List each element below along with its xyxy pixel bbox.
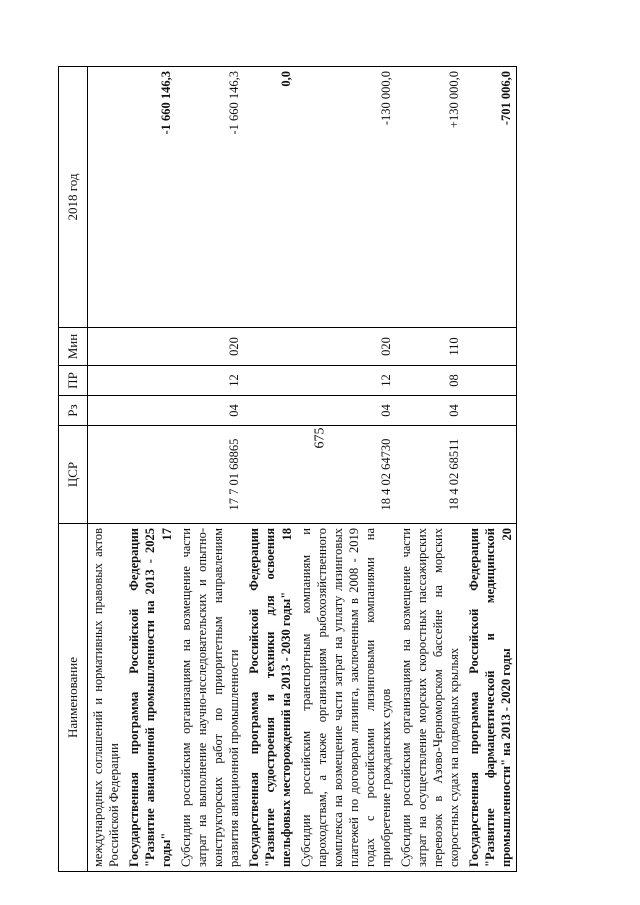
table-row: [88, 67, 125, 872]
row-pr: 12: [296, 366, 396, 396]
row-name: [176, 524, 244, 872]
page-number: 675: [312, 427, 327, 449]
row-name: [396, 524, 464, 872]
row-csr: [124, 426, 176, 524]
row-rz: [88, 396, 125, 426]
table-row: [464, 67, 517, 872]
row-name: [88, 524, 125, 872]
header-pr: ПР: [59, 366, 88, 396]
row-name-text: Субсидии российским организациям на возмещение части затрат на осуществление морских скоростных пассажирских перевозок в Азово-Черноморском бассейне на морских скоростных судах на подводных крыльях: [399, 528, 461, 867]
row-name-text: международных соглашений и нормативных правовых актов Российской Федерации: [91, 528, 121, 867]
row-name: [296, 524, 396, 872]
row-marker: 18: [280, 528, 294, 541]
row-amount: -701 006,0: [464, 67, 517, 328]
header-rz: Рз: [59, 396, 88, 426]
budget-table: [58, 66, 517, 872]
table-row: [396, 67, 464, 872]
row-pr: [244, 366, 296, 396]
row-amount: 0,0: [244, 67, 296, 328]
row-name: [244, 524, 296, 872]
row-min: 020: [296, 328, 396, 366]
table-row: [296, 67, 396, 872]
row-name: [464, 524, 517, 872]
header-name: Наименование: [59, 524, 88, 872]
row-amount: [88, 67, 125, 328]
header-min: Мин: [59, 328, 88, 366]
table-body: [88, 67, 517, 872]
row-marker: 20: [500, 528, 514, 541]
row-min: 110: [396, 328, 464, 366]
row-pr: 12: [176, 366, 244, 396]
row-name-text: Государственная программа Российской Федерации "Развитие фармацевтической и медицинской промышленности" на 2013 - 2020 годы: [467, 528, 513, 867]
header-row: [59, 67, 88, 872]
row-pr: [88, 366, 125, 396]
header-year: 2018 год: [59, 67, 88, 328]
row-pr: [464, 366, 517, 396]
row-pr: 08: [396, 366, 464, 396]
row-rz: 04: [176, 396, 244, 426]
row-rz: [464, 396, 517, 426]
row-rz: [244, 396, 296, 426]
header-csr: ЦСР: [59, 426, 88, 524]
table-row: [244, 67, 296, 872]
row-min: [88, 328, 125, 366]
row-amount: -130 000,0: [296, 67, 396, 328]
row-rz: 04: [396, 396, 464, 426]
row-name-text: Субсидии российским организациям на возмещение части затрат на выполнение научно-исследовательских и опытно-конструкторских работ по приоритетным направлениям развития авиационной промышленности: [179, 528, 241, 867]
row-csr: [88, 426, 125, 524]
table-row: [176, 67, 244, 872]
row-name-text: Государственная программа Российской Федерации "Развитие судостроения и техники для освоения шельфовых месторождений на 2013 - 2030 годы": [247, 528, 293, 867]
row-name: [124, 524, 176, 872]
row-amount: -1 660 146,3: [124, 67, 176, 328]
row-csr: 18 4 02 68511: [396, 426, 464, 524]
row-amount: +130 000,0: [396, 67, 464, 328]
row-min: [244, 328, 296, 366]
table-row: [124, 67, 176, 872]
row-csr: [464, 426, 517, 524]
row-csr: 18 4 02 64730: [296, 426, 396, 524]
row-min: [124, 328, 176, 366]
row-pr: [124, 366, 176, 396]
row-min: 020: [176, 328, 244, 366]
row-name-text: Государственная программа Российской Федерации "Развитие авиационной промышленности на 2013 - 2025 годы": [127, 528, 173, 867]
row-rz: [124, 396, 176, 426]
row-min: [464, 328, 517, 366]
row-csr: [244, 426, 296, 524]
row-rz: 04: [296, 396, 396, 426]
rotated-page: [58, 67, 598, 872]
row-marker: 17: [160, 528, 174, 541]
row-name-text: Субсидии российским транспортным компаниям и пароходствам, а также организациям рыбохозяйственного комплекса на возмещение части затрат на уплату лизинговых платежей по договорам лизинга, заключенным в 2008 - 2019 годах с российскими лизинговыми компаниями на приобретение гражданских судов: [299, 528, 393, 867]
row-amount: -1 660 146,3: [176, 67, 244, 328]
row-csr: 17 7 01 68865: [176, 426, 244, 524]
